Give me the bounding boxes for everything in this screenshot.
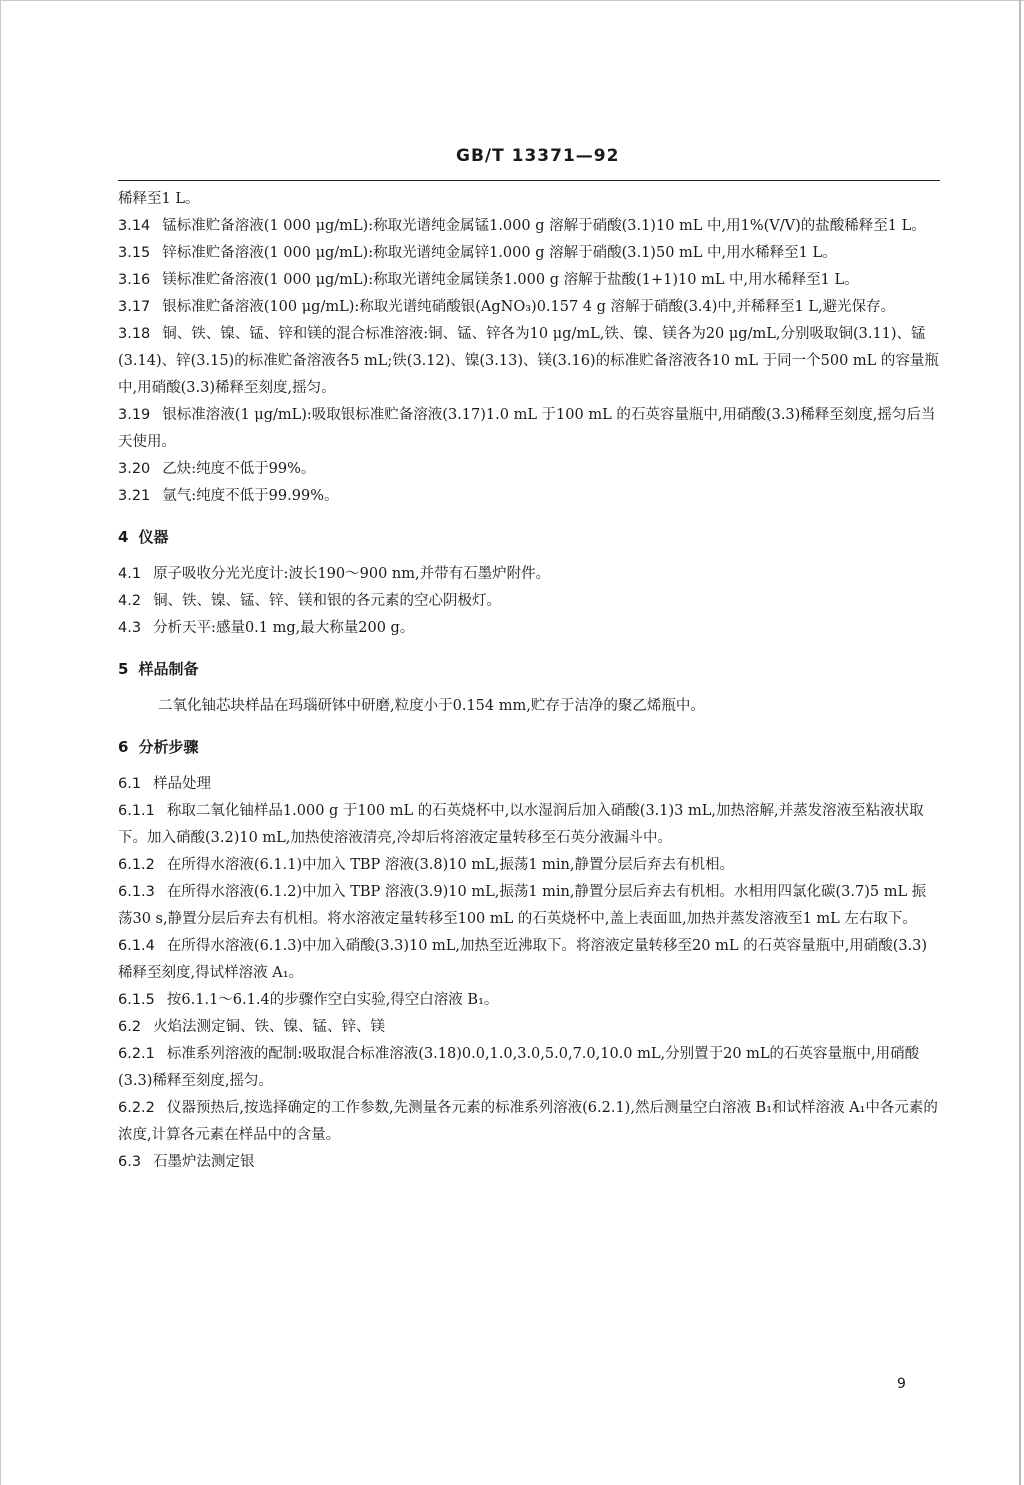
header-rule xyxy=(118,180,940,181)
clause-4-1 xyxy=(118,561,940,588)
clause-text: 按6.1.1～6.1.4的步骤作空白实验,得空白溶液 B₁。 xyxy=(166,992,499,1008)
clause-number: 6.1 xyxy=(118,776,142,792)
clause-number: 3.16 xyxy=(118,272,151,288)
page-number: 9 xyxy=(897,1376,906,1392)
clause-number: 4.1 xyxy=(118,566,142,582)
clause-text: 镁标准贮备溶液(1 000 μg/mL):称取光谱纯金属镁条1.000 g 溶解于盐酸(1+1)10 mL 中,用水稀释至1 L。 xyxy=(162,272,859,288)
clause-number: 6.1.2 xyxy=(118,857,155,873)
clause-text: 样品处理 xyxy=(153,776,212,792)
section-number: 6 xyxy=(118,738,129,756)
clause-text: 原子吸收分光光度计:波长190～900 nm,并带有石墨炉附件。 xyxy=(153,566,551,582)
clause-number: 3.14 xyxy=(118,218,151,234)
clause-text: 石墨炉法测定银 xyxy=(153,1154,255,1170)
section-number: 4 xyxy=(118,528,129,546)
clause-text: 火焰法测定铜、铁、镍、锰、锌、镁 xyxy=(153,1019,386,1035)
clause-text: 分析天平:感量0.1 mg,最大称量200 g。 xyxy=(153,620,415,636)
clause-number: 6.1.1 xyxy=(118,803,155,819)
clause-3-21 xyxy=(118,483,940,510)
clause-text: 在所得水溶液(6.1.2)中加入 TBP 溶液(3.9)10 mL,振荡1 min,静置分层后弃去有机相。水相用四氯化碳(3.7)5 mL 振荡30 s,静置分层后弃去有机相。将水溶液定量转移至100 mL 的石英烧杯中,盖上表面皿,加热并蒸发溶液至1 mL 左右取下。 xyxy=(118,884,927,927)
clause-number: 4.2 xyxy=(118,593,142,609)
clause-6-1-2 xyxy=(118,852,940,879)
scan-edge-top xyxy=(0,0,1024,1)
clause-3-19 xyxy=(118,402,940,456)
document-body xyxy=(118,186,940,1176)
paragraph xyxy=(118,186,940,213)
clause-text: 铜、铁、镍、锰、锌和镁的混合标准溶液:铜、锰、锌各为10 μg/mL,铁、镍、镁各为20 μg/mL,分别吸取铜(3.11)、锰(3.14)、锌(3.15)的标准贮备溶液各5 mL;铁(3.12)、镍(3.13)、镁(3.16)的标准贮备溶液各10 mL 于同一个500 mL 的容量瓶中,用硝酸(3.3)稀释至刻度,摇匀。 xyxy=(118,326,939,396)
clause-text: 银标准溶液(1 μg/mL):吸取银标准贮备溶液(3.17)1.0 mL 于100 mL 的石英容量瓶中,用硝酸(3.3)稀释至刻度,摇匀后当天使用。 xyxy=(118,407,936,450)
clause-number: 6.2.1 xyxy=(118,1046,155,1062)
clause-number: 3.15 xyxy=(118,245,151,261)
clause-number: 6.1.5 xyxy=(118,992,155,1008)
clause-number: 6.2 xyxy=(118,1019,142,1035)
clause-number: 4.3 xyxy=(118,620,142,636)
section-5-text: 二氧化铀芯块样品在玛瑙研钵中研磨,粒度小于0.154 mm,贮存于洁净的聚乙烯瓶中。 xyxy=(158,698,705,714)
clause-text: 在所得水溶液(6.1.3)中加入硝酸(3.3)10 mL,加热至近沸取下。将溶液定量转移至20 mL 的石英容量瓶中,用硝酸(3.3)稀释至刻度,得试样溶液 A₁。 xyxy=(118,938,928,981)
clause-3-16 xyxy=(118,267,940,294)
section-number: 5 xyxy=(118,660,129,678)
clause-3-14 xyxy=(118,213,940,240)
clause-text: 锌标准贮备溶液(1 000 μg/mL):称取光谱纯金属锌1.000 g 溶解于硝酸(3.1)50 mL 中,用水稀释至1 L。 xyxy=(162,245,837,261)
section-heading-4 xyxy=(118,524,940,551)
clause-number: 3.18 xyxy=(118,326,151,342)
clause-number: 3.19 xyxy=(118,407,151,423)
clause-6-2-2 xyxy=(118,1095,940,1149)
clause-text: 称取二氧化铀样品1.000 g 于100 mL 的石英烧杯中,以水湿润后加入硝酸(3.1)3 mL,加热溶解,并蒸发溶液至粘液状取下。加入硝酸(3.2)10 mL,加热使溶液清亮,冷却后将溶液定量转移至石英分液漏斗中。 xyxy=(118,803,924,846)
clause-number: 3.17 xyxy=(118,299,151,315)
clause-number: 3.20 xyxy=(118,461,151,477)
standard-code-header: GB/T 13371—92 xyxy=(456,146,620,166)
clause-text: 在所得水溶液(6.1.1)中加入 TBP 溶液(3.8)10 mL,振荡1 min,静置分层后弃去有机相。 xyxy=(166,857,735,873)
clause-text: 氩气:纯度不低于99.99%。 xyxy=(162,488,339,504)
clause-6-1-4 xyxy=(118,933,940,987)
clause-3-17 xyxy=(118,294,940,321)
section-title: 样品制备 xyxy=(138,660,199,678)
clause-6-1-5 xyxy=(118,987,940,1014)
clause-number: 6.3 xyxy=(118,1154,142,1170)
clause-3-18 xyxy=(118,321,940,402)
clause-text: 乙炔:纯度不低于99%。 xyxy=(162,461,316,477)
clause-text: 锰标准贮备溶液(1 000 μg/mL):称取光谱纯金属锰1.000 g 溶解于硝酸(3.1)10 mL 中,用1%(V/V)的盐酸稀释至1 L。 xyxy=(162,218,926,234)
clause-3-20 xyxy=(118,456,940,483)
clause-text: 银标准贮备溶液(100 μg/mL):称取光谱纯硝酸银(AgNO₃)0.157 4 g 溶解于硝酸(3.4)中,并稀释至1 L,避光保存。 xyxy=(162,299,896,315)
clause-6-1 xyxy=(118,771,940,798)
clause-6-1-3 xyxy=(118,879,940,933)
clause-3-15 xyxy=(118,240,940,267)
clause-number: 3.21 xyxy=(118,488,151,504)
clause-6-2 xyxy=(118,1014,940,1041)
scan-edge-left xyxy=(0,0,1,1485)
scan-edge-right xyxy=(1019,0,1021,1485)
clause-number: 6.1.3 xyxy=(118,884,155,900)
clause-number: 6.2.2 xyxy=(118,1100,155,1116)
clause-text: 仪器预热后,按选择确定的工作参数,先测量各元素的标准系列溶液(6.2.1),然后测量空白溶液 B₁和试样溶液 A₁中各元素的浓度,计算各元素在样品中的含量。 xyxy=(118,1100,938,1143)
clause-4-2 xyxy=(118,588,940,615)
clause-6-3 xyxy=(118,1149,940,1176)
section-heading-5 xyxy=(118,656,940,683)
clause-4-3 xyxy=(118,615,940,642)
paragraph-text: 稀释至1 L。 xyxy=(118,191,200,207)
clause-6-1-1 xyxy=(118,798,940,852)
clause-text: 标准系列溶液的配制:吸取混合标准溶液(3.18)0.0,1.0,3.0,5.0,7.0,10.0 mL,分别置于20 mL的石英容量瓶中,用硝酸(3.3)稀释至刻度,摇匀。 xyxy=(118,1046,920,1089)
section-title: 仪器 xyxy=(138,528,169,546)
section-title: 分析步骤 xyxy=(138,738,199,756)
section-heading-6 xyxy=(118,734,940,761)
clause-6-2-1 xyxy=(118,1041,940,1095)
clause-text: 铜、铁、镍、锰、锌、镁和银的各元素的空心阴极灯。 xyxy=(153,593,502,609)
clause-number: 6.1.4 xyxy=(118,938,155,954)
